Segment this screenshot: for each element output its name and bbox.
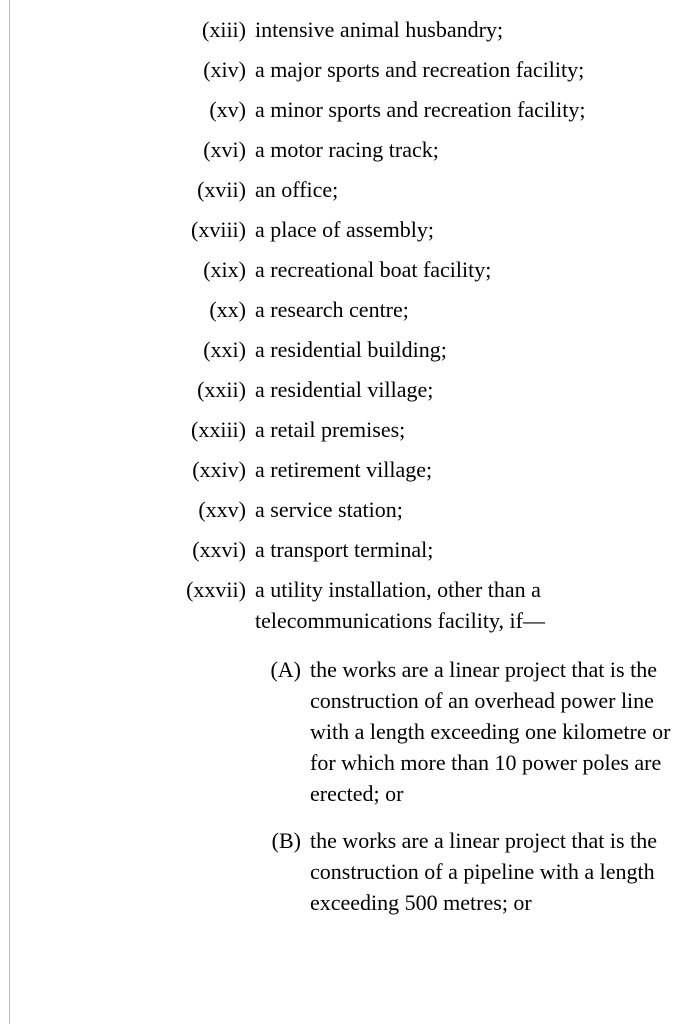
list-item-marker: (xxvii): [186, 577, 246, 602]
roman-numeral-list: [0, 14, 684, 636]
list-item-text: a residential building;: [255, 337, 447, 362]
list-item-text: a minor sports and recreation facility;: [255, 97, 586, 122]
list-item: [0, 374, 684, 405]
sublist-item: [0, 825, 684, 918]
sublist-item-marker: (A): [270, 657, 301, 682]
list-item-text: a residential village;: [255, 377, 434, 402]
sublist-item: [0, 654, 684, 809]
list-item-marker: (xviii): [191, 217, 246, 242]
list-item-marker: (xiii): [202, 17, 246, 42]
list-item: [0, 214, 684, 245]
list-item: [0, 414, 684, 445]
sublist-item-marker: (B): [271, 828, 301, 853]
list-item-marker: (xxiv): [192, 457, 246, 482]
list-item-text: a utility installation, other than a telecommunications facility, if—: [255, 577, 545, 633]
list-item-text: a retail premises;: [255, 417, 406, 442]
list-item: [0, 14, 684, 45]
list-item-text: a recreational boat facility;: [255, 257, 492, 282]
list-item: [0, 174, 684, 205]
list-item-marker: (xxii): [197, 377, 246, 402]
page-content: [0, 14, 684, 918]
list-item: [0, 94, 684, 125]
list-item-marker: (xv): [209, 97, 246, 122]
list-item: [0, 334, 684, 365]
list-item: [0, 454, 684, 485]
list-item-text: a place of assembly;: [255, 217, 434, 242]
list-item: [0, 294, 684, 325]
list-item-marker: (xxv): [198, 497, 246, 522]
list-item-marker: (xvi): [203, 137, 246, 162]
list-item-text: a motor racing track;: [255, 137, 439, 162]
sublist-item-text: the works are a linear project that is the construction of a pipeline with a length exceeding 500 metres; or: [310, 828, 657, 915]
list-item-marker: (xvii): [197, 177, 246, 202]
list-item: [0, 494, 684, 525]
lettered-sublist: [0, 654, 684, 918]
list-item-marker: (xx): [209, 297, 246, 322]
list-item: [0, 574, 684, 636]
list-item-marker: (xxvi): [192, 537, 246, 562]
list-item-text: a major sports and recreation facility;: [255, 57, 585, 82]
sublist-item-text: the works are a linear project that is the construction of an overhead power line with a length exceeding one kilometre or for which more than 10 power poles are erected; or: [310, 657, 671, 806]
list-item-text: a research centre;: [255, 297, 409, 322]
list-item-marker: (xxi): [203, 337, 246, 362]
list-item-text: an office;: [255, 177, 339, 202]
list-item-text: a retirement village;: [255, 457, 433, 482]
list-item-text: a transport terminal;: [255, 537, 434, 562]
list-item: [0, 534, 684, 565]
list-item-marker: (xix): [203, 257, 246, 282]
list-item-text: a service station;: [255, 497, 403, 522]
list-item: [0, 254, 684, 285]
list-item-marker: (xiv): [203, 57, 246, 82]
list-item: [0, 54, 684, 85]
list-item-marker: (xxiii): [191, 417, 246, 442]
list-item-text: intensive animal husbandry;: [255, 17, 504, 42]
list-item: [0, 134, 684, 165]
